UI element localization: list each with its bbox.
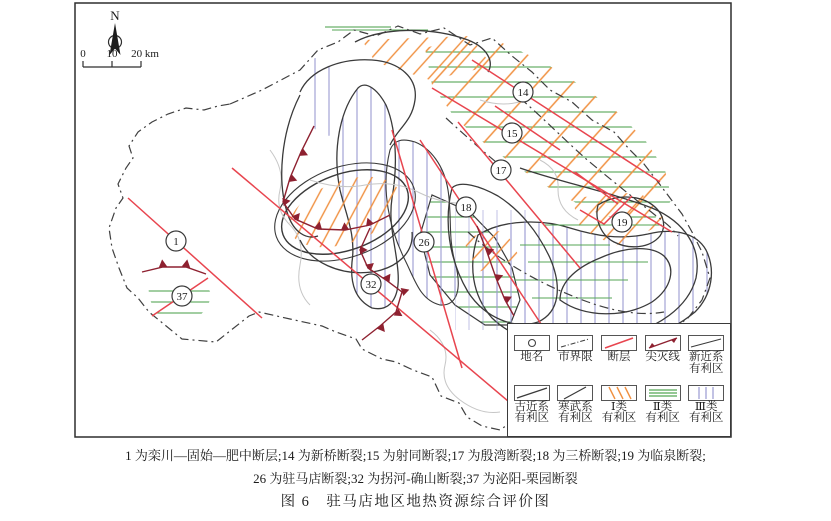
svg-text:37: 37 [176,291,188,303]
legend-item-neogene: 新近系 有利区 [685,335,727,375]
legend-item-cambrian: 寒武系 有利区 [555,385,597,425]
legend-item-paleogene: 古近系 有利区 [511,385,553,425]
svg-text:1: 1 [173,236,179,248]
svg-text:17: 17 [495,165,507,177]
caption-line-1: 1 为栾川—固始—肥中断层;14 为新桥断裂;15 为射同断裂;17 为殷湾断裂;18 为三桥断裂;19 为临泉断裂; [125,448,706,463]
paleogene-zone-icon [514,385,550,401]
class3-zone-icon [688,385,724,401]
figure-title: 图 6 驻马店地区地热资源综合评价图 [280,494,551,510]
fault-marker-1 [166,231,186,251]
svg-text:10: 10 [106,48,118,60]
legend-item-fault: 断层 [598,335,640,375]
city-boundary-icon [557,335,593,351]
class1-zone-icon [601,385,637,401]
fault-icon [601,335,637,351]
svg-text:0: 0 [80,48,86,60]
legend-item-class2: Ⅱ类 有利区 [642,385,684,425]
neogene-zone-icon [688,335,724,351]
legend-item-place-name: 地名 [511,335,553,375]
caption-line-2: 26 为驻马店断裂;32 为拐河-确山断裂;37 为泌阳-栗园断裂 [253,471,578,486]
fault-marker-37 [172,286,192,306]
svg-text:15: 15 [506,128,518,140]
svg-text:14: 14 [517,87,529,99]
svg-text:32: 32 [365,279,377,291]
fault-marker-14 [513,82,533,102]
place-name-icon [514,335,550,351]
legend-row-2 [511,385,727,425]
svg-text:N: N [110,8,120,23]
fault-marker-32 [361,274,381,294]
svg-text:18: 18 [460,202,472,214]
svg-text:20 km: 20 km [131,48,159,60]
fault-marker-17 [491,160,511,180]
svg-text:26: 26 [418,237,430,249]
fault-marker-19 [612,212,632,232]
fault-marker-18 [456,197,476,217]
fault-marker-26 [414,232,434,252]
legend-item-pinch-out: 尖灭线 [642,335,684,375]
legend-item-class3: Ⅲ类 有利区 [685,385,727,425]
class2-zone-icon [645,385,681,401]
legend [507,323,731,437]
svg-text:19: 19 [616,217,628,229]
pinch-out-icon [645,335,681,351]
legend-item-class1: Ⅰ类 有利区 [598,385,640,425]
cambrian-zone-icon [557,385,593,401]
legend-row-1 [511,335,727,375]
fault-marker-15 [502,123,522,143]
legend-item-city-boundary: 市界限 [555,335,597,375]
